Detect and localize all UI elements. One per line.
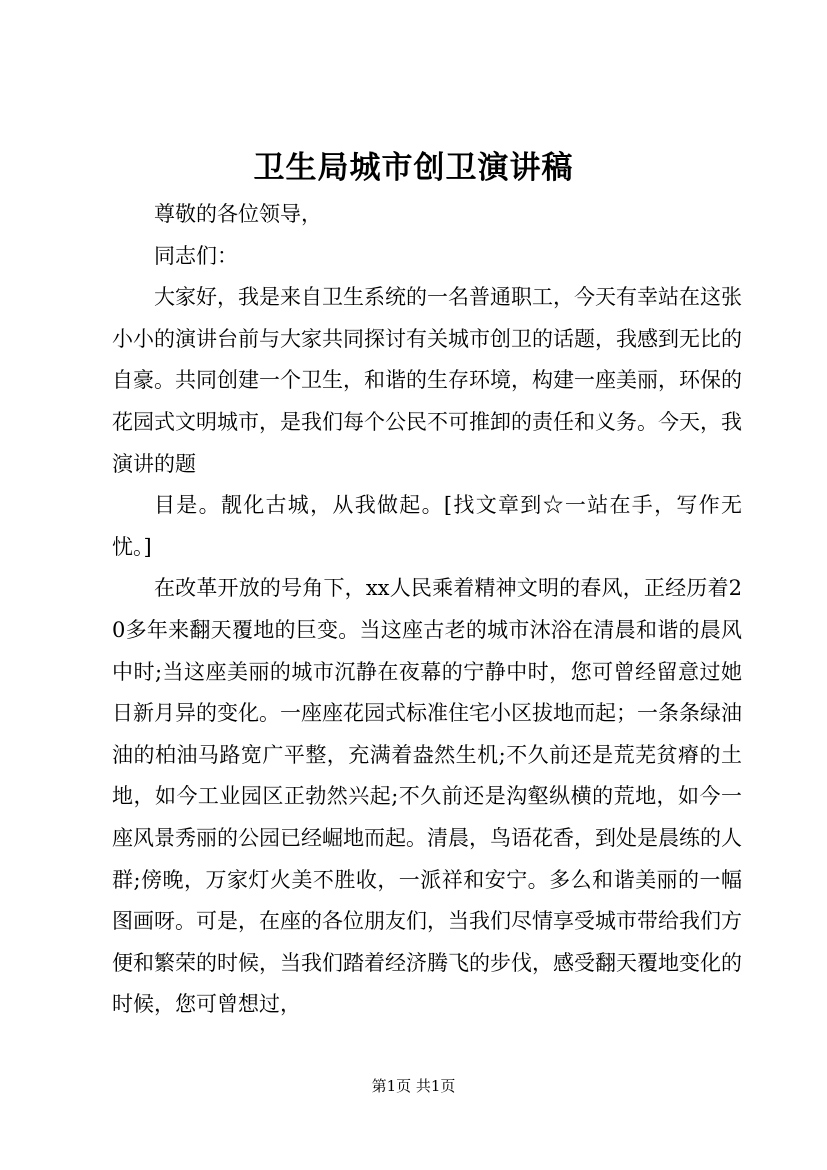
paragraph-topic: 目是。靓化古城，从我做起。[找文章到☆一站在手，写作无忧。] xyxy=(112,493,742,559)
paragraph-intro: 大家好，我是来自卫生系统的一名普通职工，今天有幸站在这张小小的演讲台前与大家共同探讨有关城市创卫的话题，我感到无比的自豪。共同创建一个卫生，和谐的生存环境，构建一座美丽，环保的花园式文明城市，是我们每个公民不可推卸的责任和义务。今天，我演讲的题 xyxy=(112,285,742,476)
page-number-label: 第1页 共1页 xyxy=(371,1077,456,1095)
paragraph-city-change: 在改革开放的号角下，xx人民乘着精神文明的春风，正经历着20多年来翻天覆地的巨变。当这座古老的城市沐浴在清晨和谐的晨风中时;当这座美丽的城市沉静在夜幕的宁静中时，您可曾经留意过她日新月异的变化。一座座花园式标准住宅小区拔地而起；一条条绿油油的柏油马路宽广平整，充满着盎然生机;不久前还是荒芜贫瘠的土地，如今工业园区正勃然兴起;不久前还是沟壑纵横的荒地，如今一座风景秀丽的公园已经崛地而起。清晨，鸟语花香，到处是晨练的人群;傍晚，万家灯火美不胜收，一派祥和安宁。多么和谐美丽的一幅图画呀。可是，在座的各位朋友们，当我们尽情享受城市带给我们方便和繁荣的时候，当我们踏着经济腾飞的步伐，感受翻天覆地变化的时候，您可曾想过， xyxy=(112,576,742,1017)
salutation-leaders: 尊敬的各位领导， xyxy=(154,202,322,226)
document-body xyxy=(112,194,742,1026)
page-footer xyxy=(0,1076,827,1096)
salutation-comrades: 同志们： xyxy=(154,243,238,268)
document-title: 卫生局城市创卫演讲稿 xyxy=(253,150,574,186)
